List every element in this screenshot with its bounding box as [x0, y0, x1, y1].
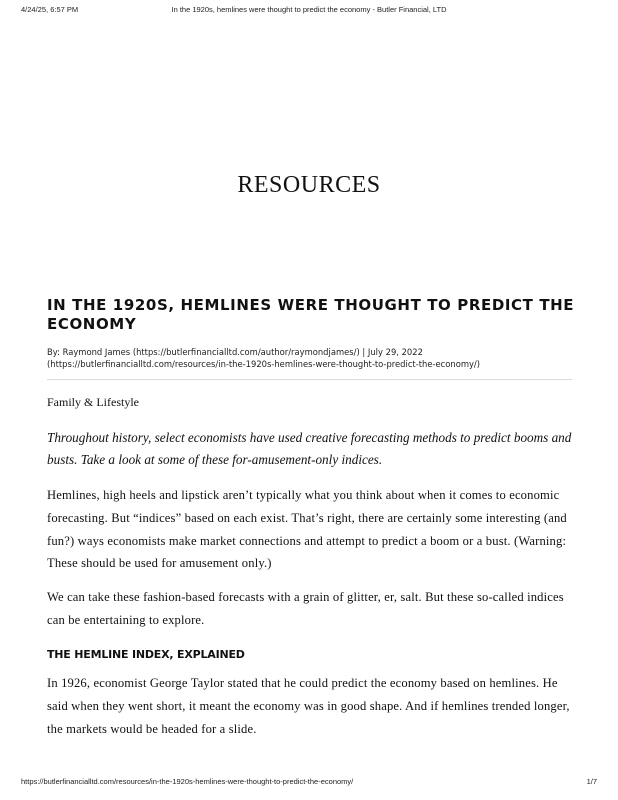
page-number: 1/7 [586, 777, 597, 786]
paragraph: We can take these fashion-based forecasts with a grain of glitter, er, salt. But these so-called indices can be entertaining to explore. [47, 590, 564, 627]
print-datetime: 4/24/25, 6:57 PM [21, 5, 79, 14]
byline [47, 346, 587, 370]
section-title: RESOURCES [237, 172, 381, 198]
page-url: https://butlerfinancialltd.com/resources/in-the-1920s-hemlines-were-thought-to-predict-the-economy/ [21, 777, 354, 786]
author-link[interactable]: (https://butlerfinancialltd.com/author/raymondjames/) [132, 347, 360, 357]
article-intro: Throughout history, select economists have used creative forecasting methods to predict booms and busts. Take a look at some of these for-amusement-only indices. [47, 430, 572, 467]
article-title: IN THE 1920S, HEMLINES WERE THOUGHT TO PREDICT THE ECONOMY [47, 296, 575, 333]
section-heading: THE HEMLINE INDEX, EXPLAINED [47, 648, 245, 661]
divider [47, 379, 572, 380]
byline-prefix: By: Raymond James [47, 347, 133, 357]
permalink[interactable]: (https://butlerfinancialltd.com/resources/in-the-1920s-hemlines-were-thought-to-predict-the-economy/) [47, 359, 481, 369]
document-title: In the 1920s, hemlines were thought to predict the economy - Butler Financial, LTD [171, 5, 447, 14]
date-link[interactable]: July 29, 2022 [367, 347, 423, 357]
print-header [0, 5, 618, 19]
paragraph: Hemlines, high heels and lipstick aren’t typically what you think about when it comes to economic forecasting. But “indices” based on each exist. That’s right, there are certainly some interesting (and fun?) ways economists make market connections and attempt to predict a boom or a bust. (Warning: These should be used for amusement only.) [47, 488, 567, 571]
print-footer [0, 777, 618, 791]
category-label[interactable]: Family & Lifestyle [47, 395, 139, 409]
paragraph: In 1926, economist George Taylor stated that he could predict the economy based on hemlines. He said when they went short, it meant the economy was in good shape. And if hemlines trended longer, the markets would be headed for a slide. [47, 676, 570, 736]
byline-separator: | [359, 347, 368, 357]
